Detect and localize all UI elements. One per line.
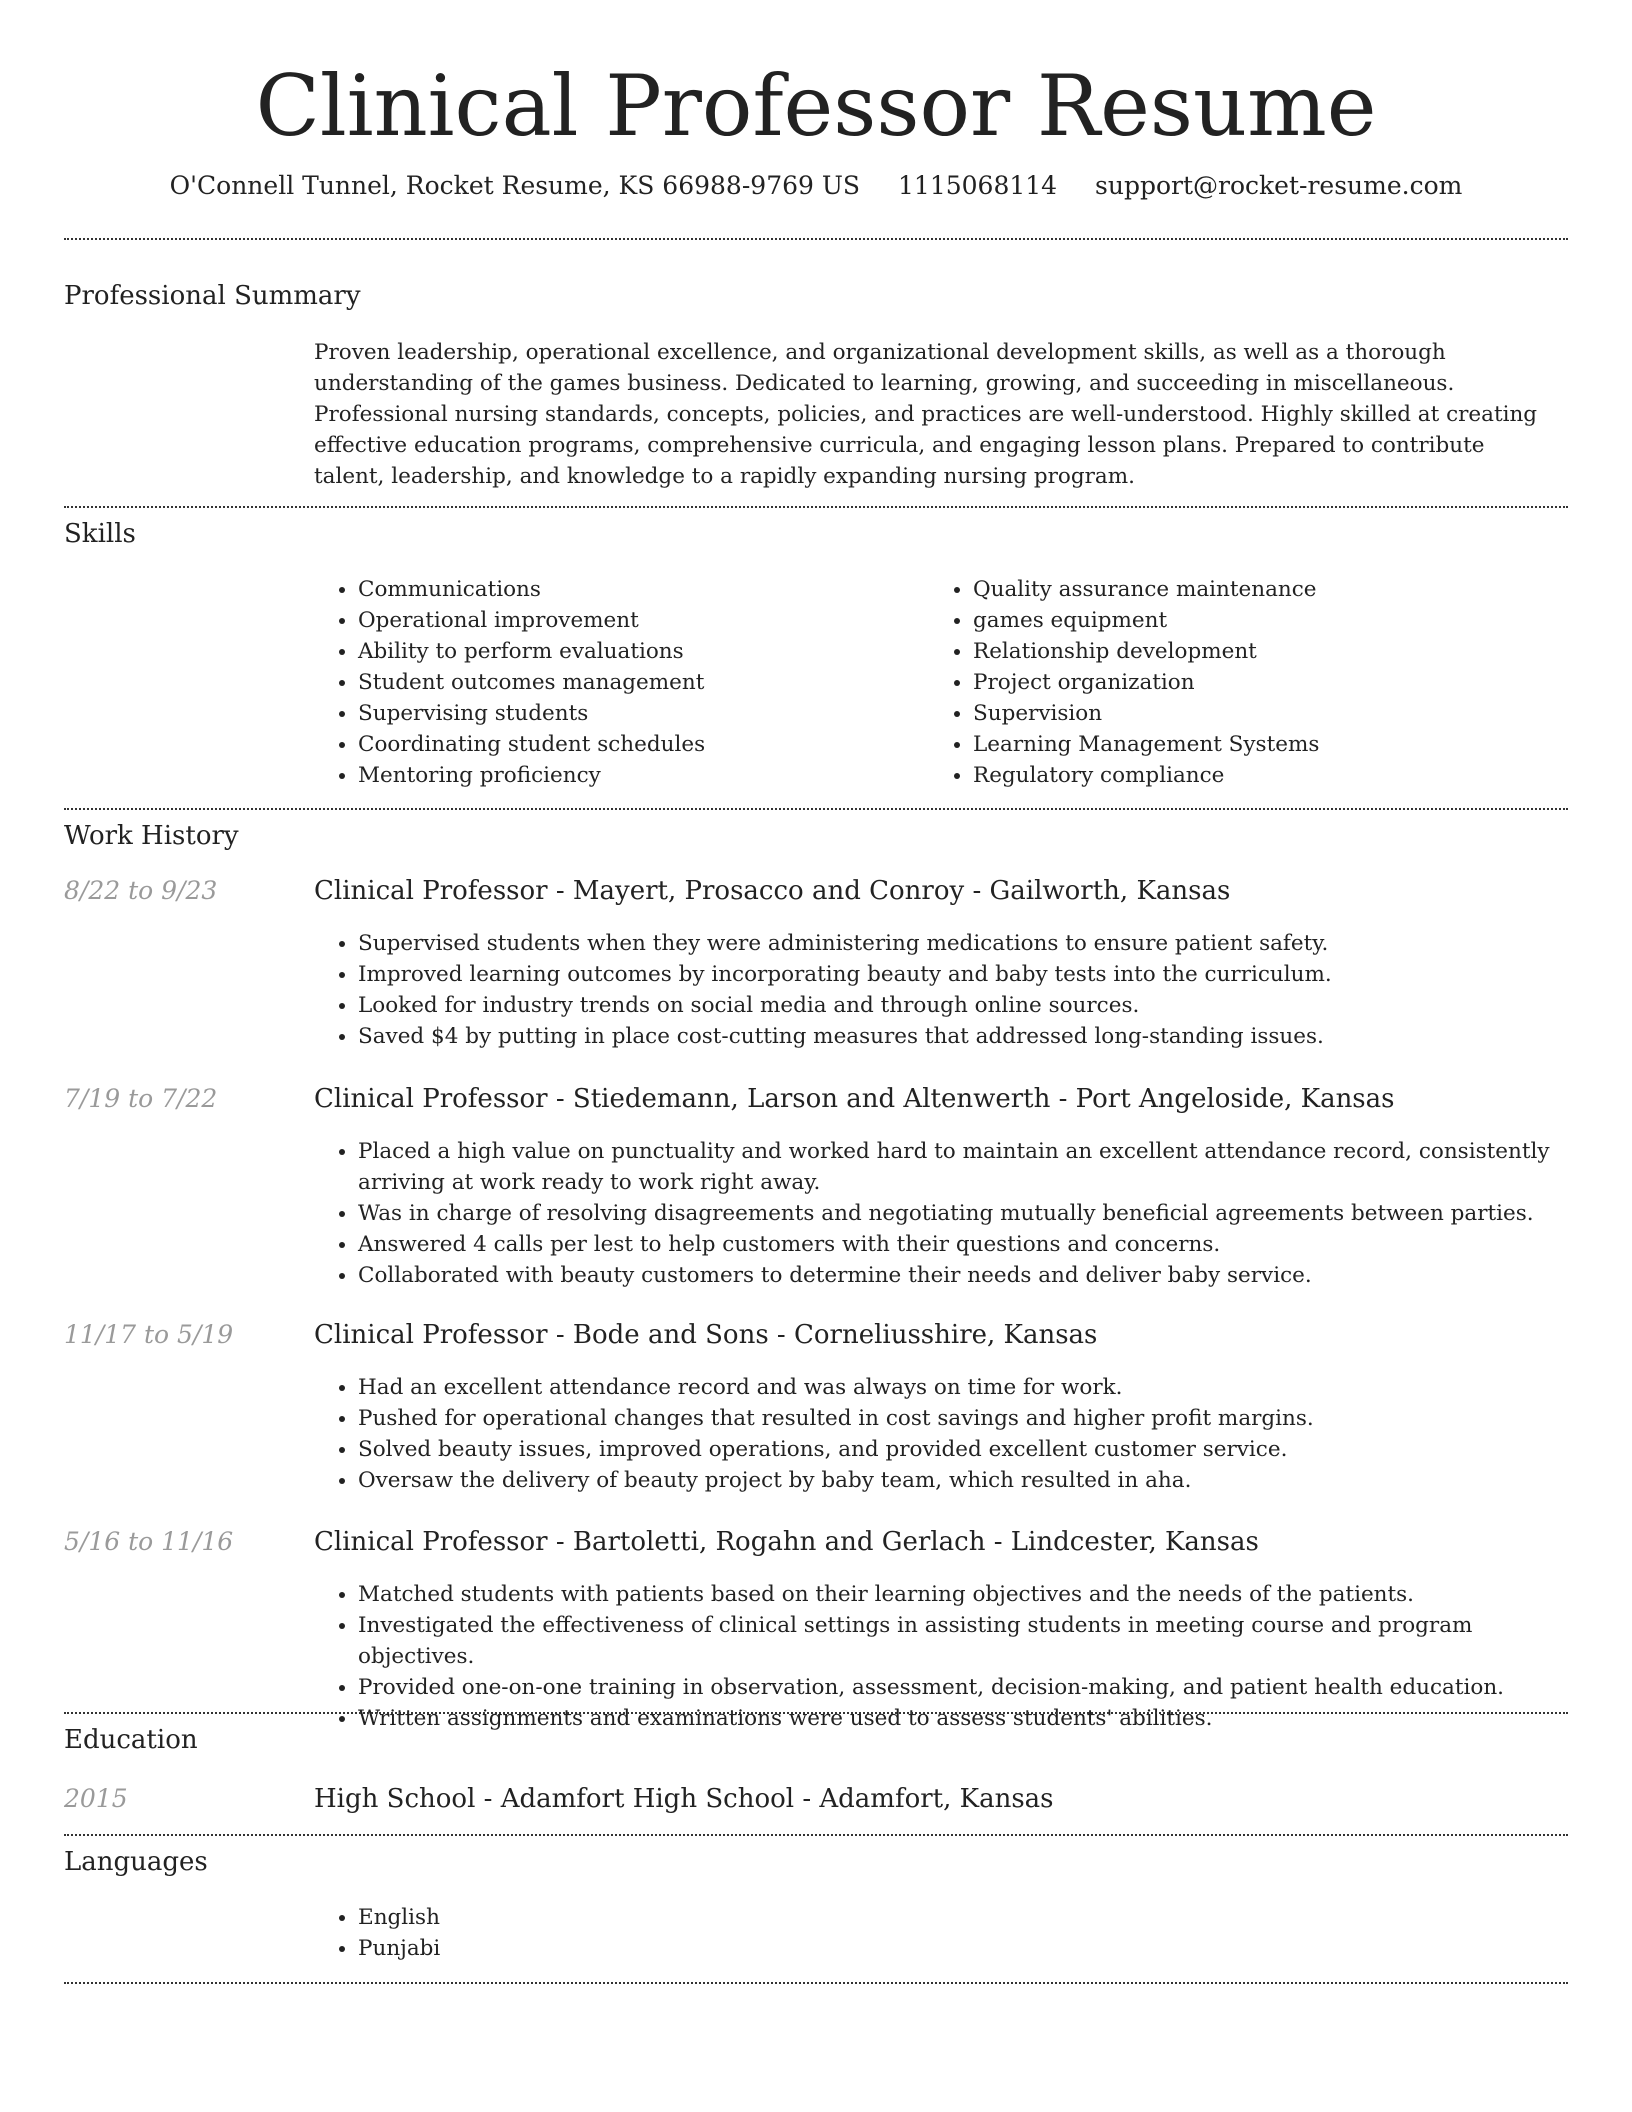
section-heading-work: Work History bbox=[64, 821, 239, 851]
language-item: • English bbox=[358, 1902, 1554, 1933]
job-bullet: • Pushed for operational changes that resulted in cost savings and higher profit margins. bbox=[358, 1403, 1554, 1434]
education-entry: High School - Adamfort High School - Adamfort, Kansas bbox=[314, 1784, 1054, 1814]
page-title: Clinical Professor Resume bbox=[255, 57, 1377, 155]
languages-list bbox=[314, 1902, 1554, 1964]
skills-list-left bbox=[314, 574, 914, 791]
job-bullets bbox=[314, 928, 1554, 1052]
job-bullets bbox=[314, 1579, 1554, 1734]
job-bullet: • Oversaw the delivery of beauty project by baby team, which resulted in aha. bbox=[358, 1465, 1554, 1496]
job-bullet: • Solved beauty issues, improved operations, and provided excellent customer service. bbox=[358, 1434, 1554, 1465]
skill-item: • Supervising students bbox=[358, 698, 914, 729]
job-bullet: • Collaborated with beauty customers to determine their needs and deliver baby service. bbox=[358, 1260, 1554, 1291]
job-dates: 11/17 to 5/19 bbox=[64, 1320, 234, 1349]
skill-item: • Operational improvement bbox=[358, 605, 914, 636]
job-bullet: • Provided one-on-one training in observation, assessment, decision-making, and patient health education. bbox=[358, 1672, 1554, 1703]
job-dates: 8/22 to 9/23 bbox=[64, 876, 218, 905]
summary-text: Proven leadership, operational excellence, and organizational development skills, as well as a thorough understanding of the games business. Dedicated to learning, growing, and succeeding in miscellaneous. Professional nursing standards, concepts, policies, and practices are well-understood. Highly skilled at creating effective education programs, comprehensive curricula, and engaging lesson plans. Prepared to contribute talent, leadership, and knowledge to a rapidly expanding nursing program. bbox=[314, 340, 1538, 489]
contact-email: support@rocket-resume.com bbox=[1095, 171, 1463, 200]
contact-phone: 1115068114 bbox=[898, 171, 1058, 200]
skill-item: • Learning Management Systems bbox=[973, 729, 1549, 760]
divider bbox=[64, 1712, 1568, 1714]
job-title: Clinical Professor - Stiedemann, Larson and Altenwerth - Port Angeloside, Kansas bbox=[314, 1084, 1395, 1114]
skill-item: • Student outcomes management bbox=[358, 667, 914, 698]
job-bullet: • Had an excellent attendance record and was always on time for work. bbox=[358, 1372, 1554, 1403]
education-year: 2015 bbox=[64, 1784, 128, 1813]
divider bbox=[64, 1834, 1568, 1836]
job-bullets bbox=[314, 1372, 1554, 1496]
job-bullet: • Improved learning outcomes by incorporating beauty and baby tests into the curriculum. bbox=[358, 959, 1554, 990]
skill-item: • Mentoring proficiency bbox=[358, 760, 914, 791]
job-bullet: • Supervised students when they were administering medications to ensure patient safety. bbox=[358, 928, 1554, 959]
divider bbox=[64, 238, 1568, 240]
job-bullets bbox=[314, 1136, 1554, 1291]
skill-item: • games equipment bbox=[973, 605, 1549, 636]
skill-item: • Ability to perform evaluations bbox=[358, 636, 914, 667]
job-bullet: • Investigated the effectiveness of clinical settings in assisting students in meeting course and program objectives. bbox=[358, 1610, 1554, 1672]
divider bbox=[64, 1982, 1568, 1984]
section-heading-skills: Skills bbox=[64, 519, 136, 549]
skill-item: • Communications bbox=[358, 574, 914, 605]
job-bullet: • Looked for industry trends on social media and through online sources. bbox=[358, 990, 1554, 1021]
section-heading-summary: Professional Summary bbox=[64, 281, 361, 311]
job-title: Clinical Professor - Bartoletti, Rogahn and Gerlach - Lindcester, Kansas bbox=[314, 1527, 1259, 1557]
contact-address: O'Connell Tunnel, Rocket Resume, KS 66988-9769 US bbox=[169, 171, 861, 200]
divider bbox=[64, 506, 1568, 508]
job-dates: 5/16 to 11/16 bbox=[64, 1527, 234, 1556]
contact-line bbox=[0, 168, 1632, 204]
section-heading-education: Education bbox=[64, 1725, 198, 1755]
job-title: Clinical Professor - Bode and Sons - Corneliusshire, Kansas bbox=[314, 1320, 1098, 1350]
language-item: • Punjabi bbox=[358, 1933, 1554, 1964]
skill-item: • Regulatory compliance bbox=[973, 760, 1549, 791]
skill-item: • Project organization bbox=[973, 667, 1549, 698]
section-heading-languages: Languages bbox=[64, 1847, 208, 1877]
job-title: Clinical Professor - Mayert, Prosacco and Conroy - Gailworth, Kansas bbox=[314, 876, 1231, 906]
job-dates: 7/19 to 7/22 bbox=[64, 1084, 218, 1113]
skill-item: • Coordinating student schedules bbox=[358, 729, 914, 760]
job-bullet: • Saved $4 by putting in place cost-cutting measures that addressed long-standing issues. bbox=[358, 1021, 1554, 1052]
skills-list-right bbox=[929, 574, 1549, 791]
job-bullet: • Placed a high value on punctuality and worked hard to maintain an excellent attendance record, consistently arriving at work ready to work right away. bbox=[358, 1136, 1554, 1198]
summary-block bbox=[314, 337, 1554, 492]
skill-item: • Supervision bbox=[973, 698, 1549, 729]
divider bbox=[64, 808, 1568, 810]
skill-item: • Quality assurance maintenance bbox=[973, 574, 1549, 605]
job-bullet: • Answered 4 calls per lest to help customers with their questions and concerns. bbox=[358, 1229, 1554, 1260]
skill-item: • Relationship development bbox=[973, 636, 1549, 667]
job-bullet: • Written assignments and examinations were used to assess students' abilities. bbox=[358, 1703, 1554, 1734]
job-bullet: • Was in charge of resolving disagreements and negotiating mutually beneficial agreements between parties. bbox=[358, 1198, 1554, 1229]
job-bullet: • Matched students with patients based on their learning objectives and the needs of the patients. bbox=[358, 1579, 1554, 1610]
